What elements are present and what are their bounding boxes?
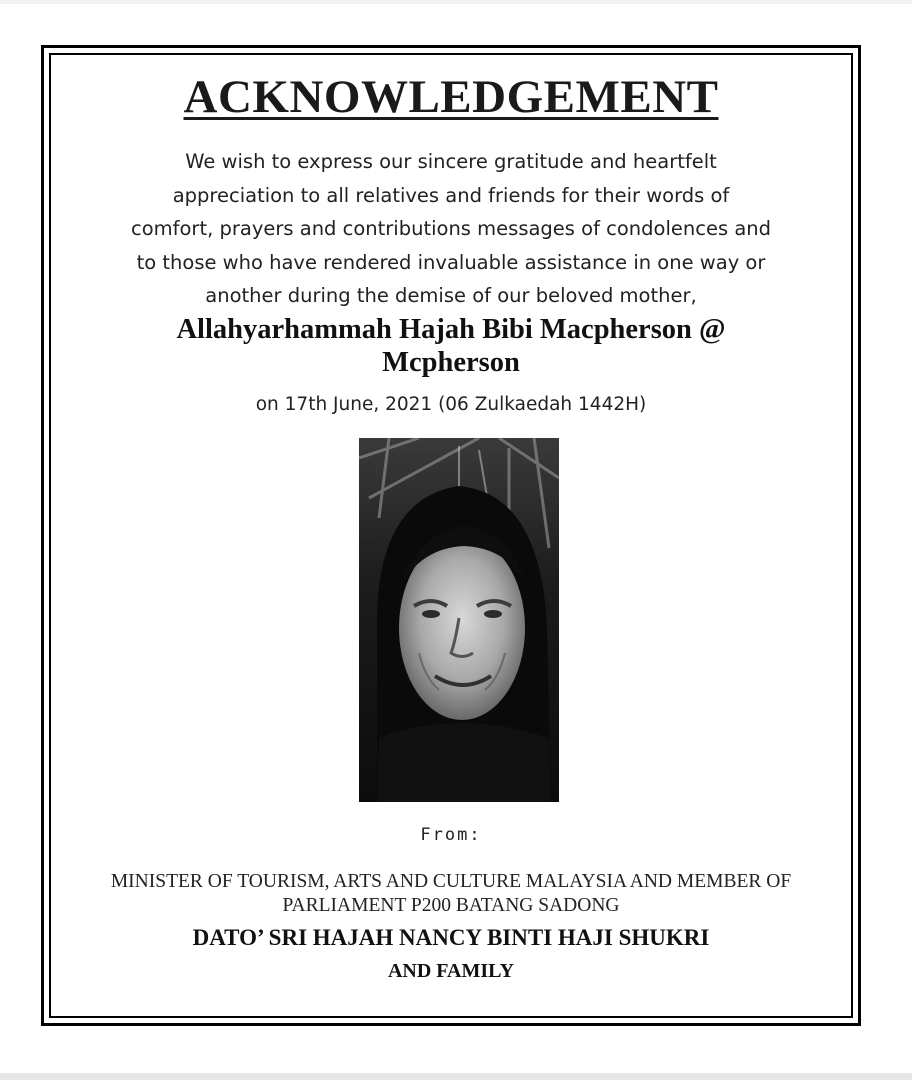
notice-border-inner [49,53,853,1018]
notice-heading [51,70,851,124]
sender-title-line: PARLIAMENT P200 BATANG SADONG [282,894,620,916]
deceased-name-line: Allahyarhammah Hajah Bibi Macpherson @ [176,314,726,345]
message-line: comfort, prayers and contributions messages of condolences and [130,217,772,241]
heading-text: ACKNOWLEDGEMENT [183,71,719,123]
sender-title-line: MINISTER OF TOURISM, ARTS AND CULTURE MALAYSIA AND MEMBER OF [110,871,792,892]
message-line: another during the demise of our beloved mother, [205,284,697,308]
sender-name: DATO’ SRI HAJAH NANCY BINTI HAJI SHUKRI [192,925,710,950]
deceased-name [91,313,811,379]
top-edge-strip [0,0,912,4]
sender-family: AND FAMILY [387,960,515,982]
message-line: to those who have rendered invaluable assistance in one way or [136,250,766,274]
sender-title [81,870,821,917]
gratitude-message [111,145,791,313]
message-line: We wish to express our sincere gratitude and heartfelt [185,150,717,173]
from-label: From: [420,825,482,845]
message-line: appreciation to all relatives and friends for their words of [172,183,730,207]
deceased-name-line: Mcpherson [382,347,520,378]
notice-content [51,55,851,1016]
date-of-demise: on 17th June, 2021 (06 Zulkaedah 1442H) [255,394,647,415]
bottom-edge-strip [0,1073,912,1080]
portrait-photo [359,438,559,802]
notice-border-outer [41,45,861,1026]
